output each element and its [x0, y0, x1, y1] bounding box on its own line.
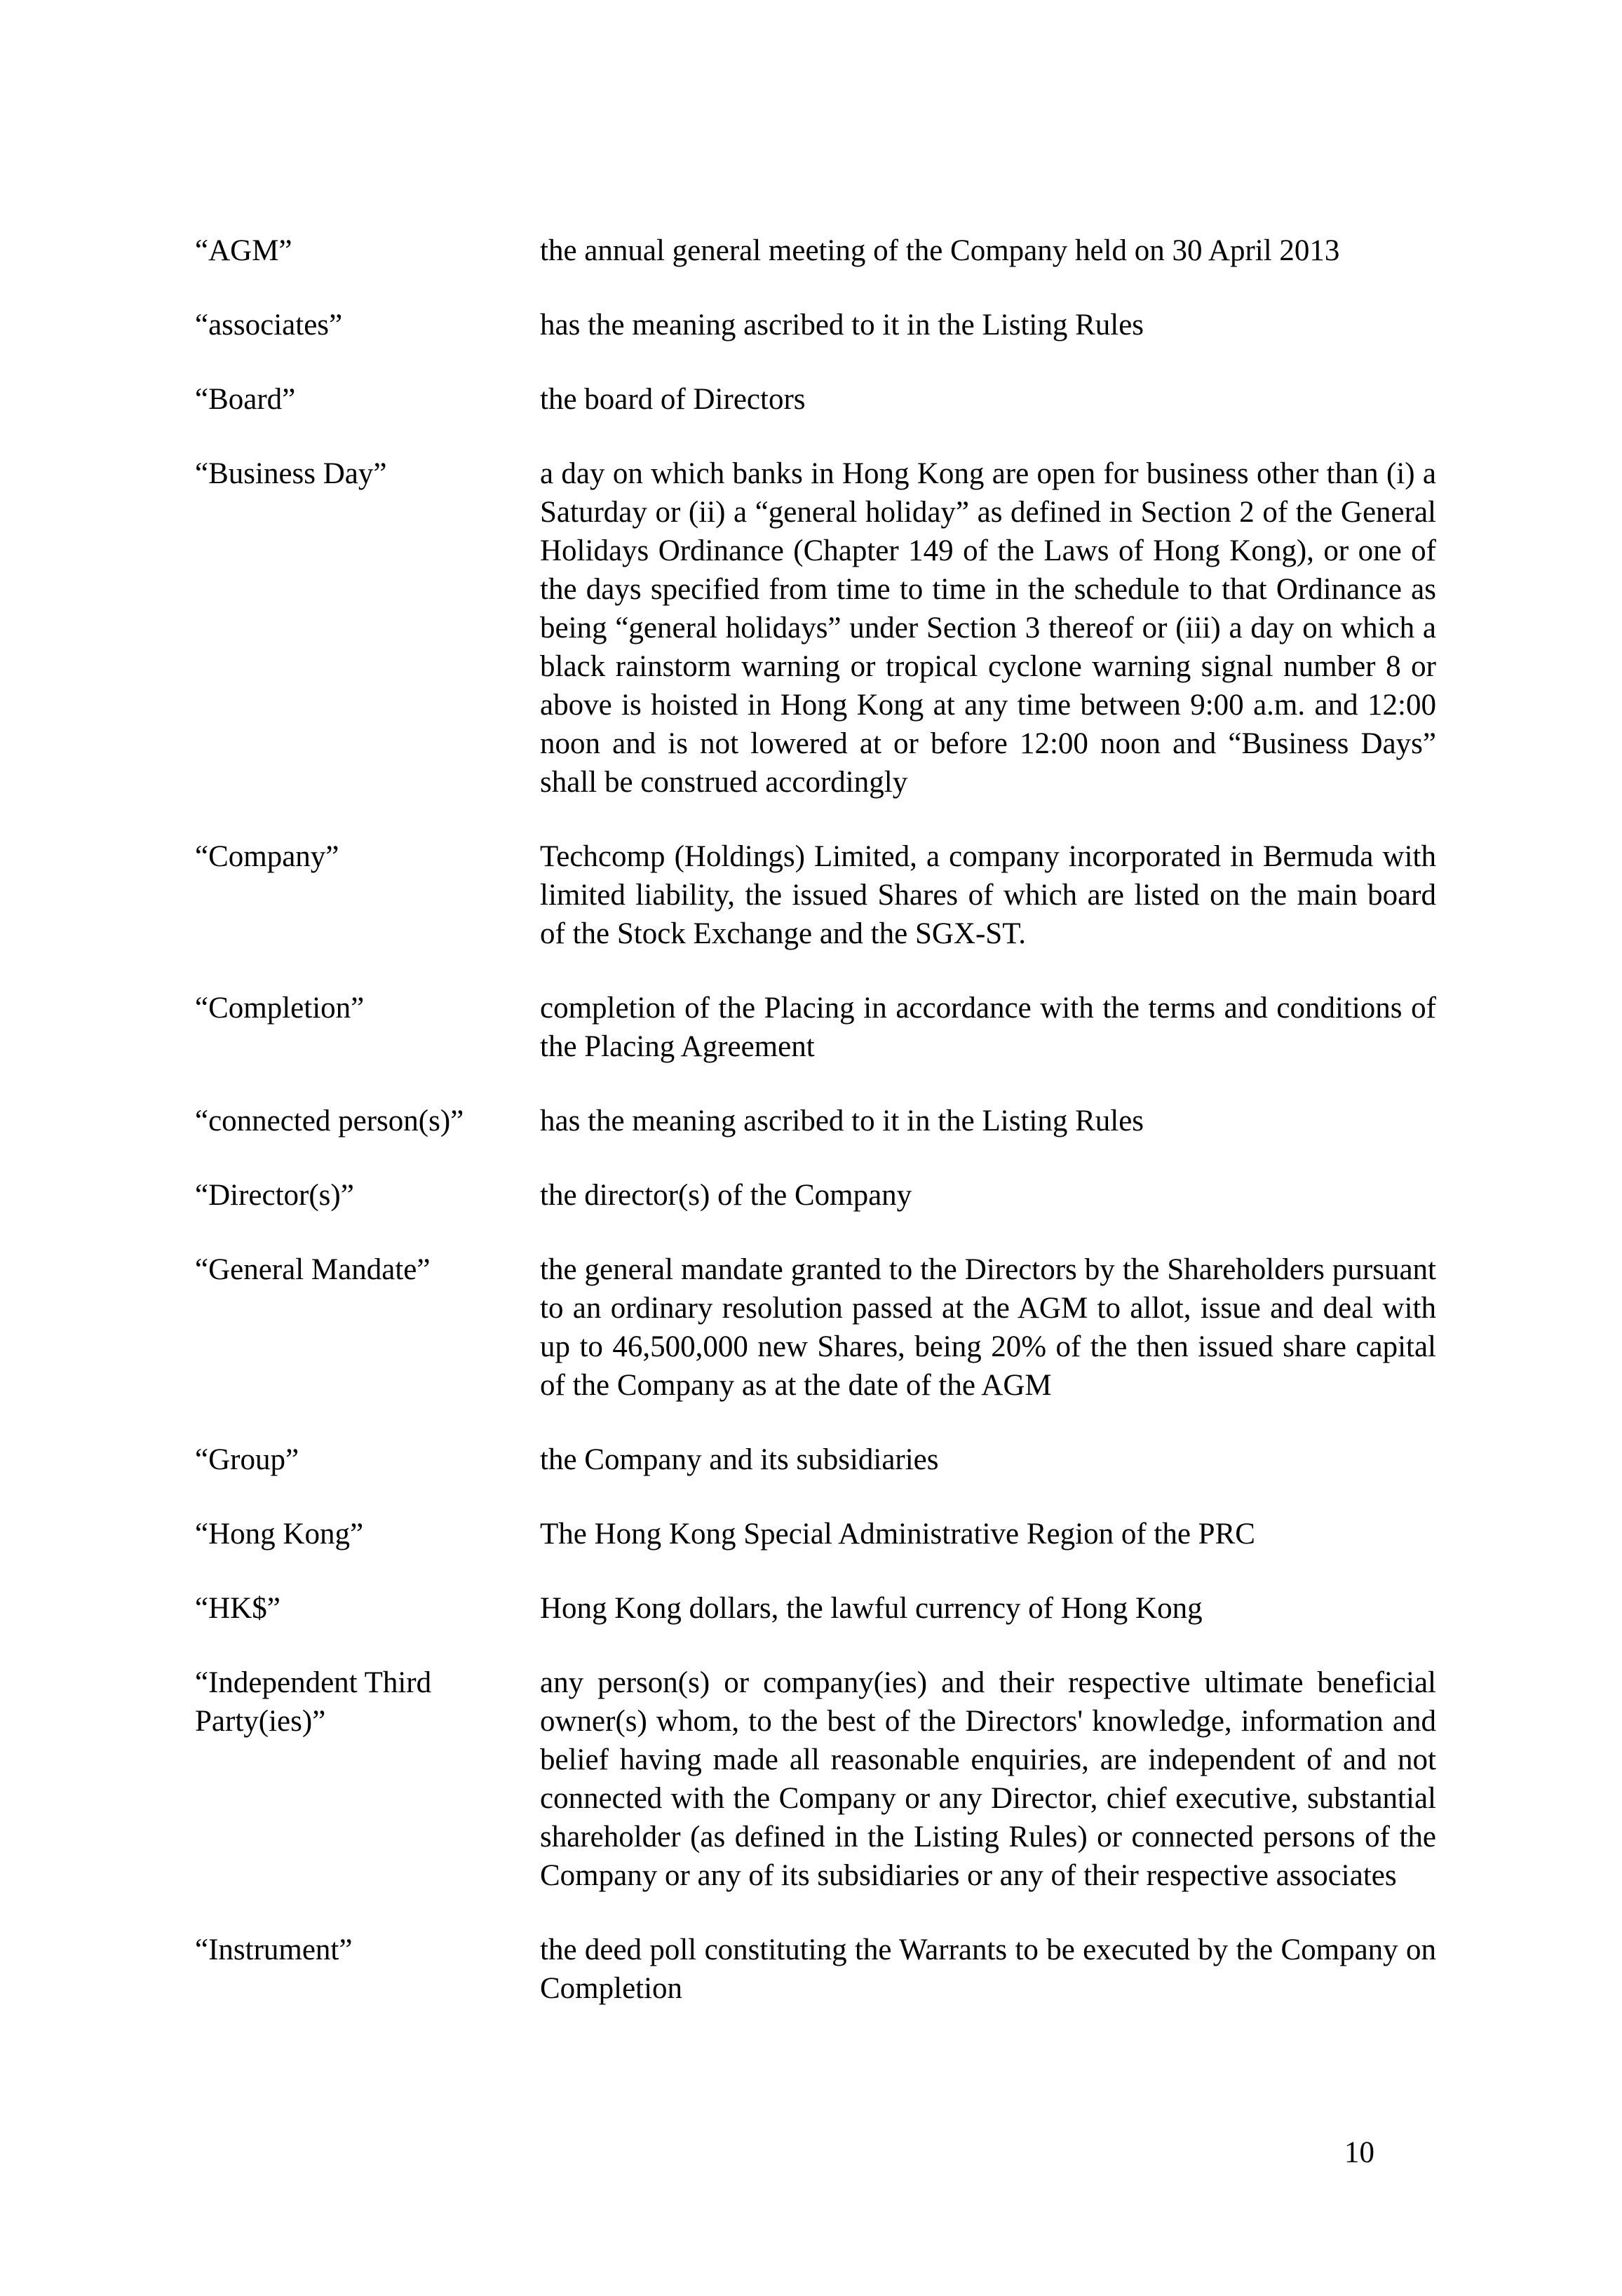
definition-term: “AGM” — [195, 234, 292, 267]
definition-text: has the meaning ascribed to it in the Listing Rules — [540, 1105, 1144, 1137]
definition-term: “Director(s)” — [195, 1179, 354, 1212]
definition-text: The Hong Kong Special Administrative Region of the PRC — [540, 1518, 1255, 1551]
definition-text: the deed poll constituting the Warrants to be executed by the Company on Completion — [540, 1933, 1436, 2005]
definition-term: “Business Day” — [195, 457, 387, 490]
definition-entry — [195, 1250, 1436, 1405]
definition-entry — [195, 1663, 1436, 1895]
definition-term: “Board” — [195, 383, 296, 416]
definition-term: “Hong Kong” — [195, 1518, 364, 1551]
definition-term: “Completion” — [195, 992, 365, 1025]
definition-text: the Company and its subsidiaries — [540, 1443, 939, 1476]
definition-entry — [195, 1176, 1436, 1215]
definition-text: any person(s) or company(ies) and their respective ultimate beneficial owner(s) whom, to the best of the Directors' knowledge, information and belief having made all reasonable enquiries, are independent of and not connected with the Company or any Director, chief executive, substantial shareholder (as defined in the Listing Rules) or connected persons of the Company or any of its subsidiaries or any of their respective associates — [540, 1666, 1436, 1892]
definition-entry — [195, 837, 1436, 953]
definition-entry — [195, 1440, 1436, 1479]
definition-entry — [195, 1589, 1436, 1628]
definition-text: has the meaning ascribed to it in the Listing Rules — [540, 309, 1144, 342]
definition-text: the director(s) of the Company — [540, 1179, 912, 1212]
definition-entry — [195, 306, 1436, 344]
definition-text: a day on which banks in Hong Kong are open for business other than (i) a Saturday or (ii) a “general holiday” as defined in Section 2 of the General Holidays Ordinance (Chapter 149 of the Laws of Hong Kong), or one of the days specified from time to time in the schedule to that Ordinance as being “general holidays” under Section 3 thereof or (iii) a day on which a black rainstorm warning or tropical cyclone warning signal number 8 or above is hoisted in Hong Kong at any time between 9:00 a.m. and 12:00 noon and is not lowered at or before 12:00 noon and “Business Days” shall be construed accordingly — [540, 457, 1436, 799]
definition-term: “Independent Third Party(ies)” — [195, 1666, 432, 1738]
definition-text: the board of Directors — [540, 383, 806, 416]
definition-term: “Group” — [195, 1443, 299, 1476]
definition-term: “Instrument” — [195, 1933, 353, 1966]
definition-term: “General Mandate” — [195, 1253, 431, 1286]
definition-text: Techcomp (Holdings) Limited, a company incorporated in Bermuda with limited liability, the issued Shares of which are listed on the main board of the Stock Exchange and the SGX-ST. — [540, 840, 1436, 950]
definition-entry — [195, 1515, 1436, 1553]
definition-entry — [195, 1931, 1436, 2008]
page-number: 10 — [1344, 2136, 1374, 2169]
definition-term: “connected person(s)” — [195, 1105, 464, 1137]
definition-entry — [195, 989, 1436, 1066]
definition-text: the annual general meeting of the Company held on 30 April 2013 — [540, 234, 1340, 267]
definition-term: “HK$” — [195, 1592, 281, 1625]
definition-text: completion of the Placing in accordance with the terms and conditions of the Placing Agreement — [540, 992, 1436, 1063]
definition-entry — [195, 380, 1436, 419]
definition-term: “associates” — [195, 309, 343, 342]
definition-text: the general mandate granted to the Directors by the Shareholders pursuant to an ordinary resolution passed at the AGM to allot, issue and deal with up to 46,500,000 new Shares, being 20% of the then issued share capital of the Company as at the date of the AGM — [540, 1253, 1436, 1402]
definition-term: “Company” — [195, 840, 339, 873]
definition-entry — [195, 454, 1436, 802]
definition-entry — [195, 231, 1436, 270]
definitions-list — [195, 231, 1436, 2008]
definition-text: Hong Kong dollars, the lawful currency of Hong Kong — [540, 1592, 1203, 1625]
definition-entry — [195, 1102, 1436, 1140]
